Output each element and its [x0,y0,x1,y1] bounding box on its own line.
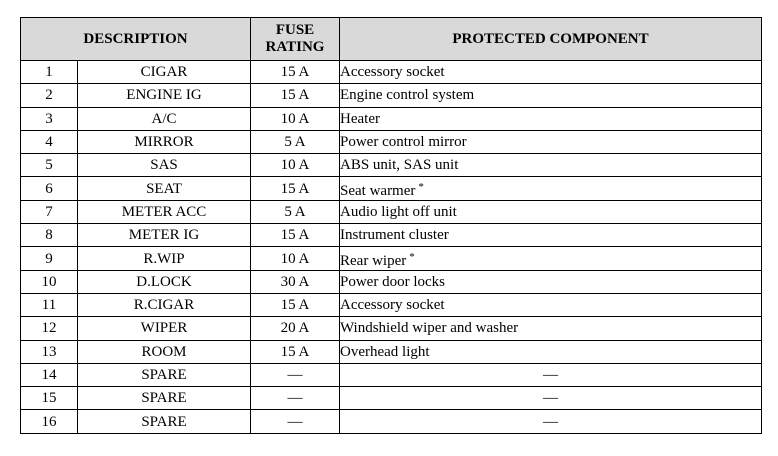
protected-component-cell [340,270,762,293]
table-row [21,130,762,153]
fuse-number-cell [21,293,78,316]
table-row [21,224,762,247]
protected-component-cell-text: Engine control system [340,87,475,104]
protected-component-cell-text: Accessory socket [340,297,445,314]
fuse-number-cell [21,270,78,293]
protected-component-cell-text: Seat warmer [340,182,416,199]
fuse-number-cell-text: 15 [41,390,57,407]
fuse-description-cell-text: ROOM [141,343,187,360]
fuse-rating-cell [251,61,340,84]
fuse-number-cell-text: 8 [45,227,53,244]
fuse-number-cell-text: 11 [41,297,57,314]
fuse-table-body [21,61,762,434]
fuse-description-cell [78,317,251,340]
fuse-number-cell-text: 10 [41,273,57,290]
fuse-number-cell [21,107,78,130]
fuse-number-cell-text: 9 [45,250,53,267]
fuse-description-cell [78,130,251,153]
protected-component-cell [340,247,762,270]
protected-component-cell [340,61,762,84]
fuse-description-cell [78,200,251,223]
fuse-rating-cell-text: 5 A [284,134,306,151]
fuse-number-cell [21,154,78,177]
protected-component-cell-text: Windshield wiper and washer [340,320,519,337]
fuse-description-cell-text: METER IG [128,227,200,244]
fuse-description-cell [78,340,251,363]
protected-component-cell-text: Audio light off unit [340,203,457,220]
table-row [21,247,762,270]
protected-component-cell [340,363,762,386]
fuse-rating-cell-text: 15 A [280,87,310,104]
protected-component-cell-text: Instrument cluster [340,227,449,244]
fuse-rating-cell-text: 5 A [284,203,306,220]
fuse-number-cell-text: 12 [41,320,57,337]
fuse-number-cell [21,247,78,270]
fuse-description-cell [78,387,251,410]
fuse-rating-cell-text: 10 A [280,110,310,127]
fuse-rating-cell [251,293,340,316]
fuse-rating-cell [251,130,340,153]
protected-component-cell-text: — [543,367,558,383]
fuse-rating-cell-text: — [287,390,303,407]
protected-component-cell-text: Power control mirror [340,134,467,151]
fuse-description-cell-text: SPARE [141,413,187,430]
protected-component-cell [340,387,762,410]
fuse-number-cell-text: 6 [45,180,53,197]
fuse-description-cell-text: R.CIGAR [133,297,195,314]
fuse-number-cell-text: 5 [45,157,53,174]
fuse-number-cell [21,200,78,223]
header-row [21,18,762,61]
protected-component-cell-text: Rear wiper [340,252,407,269]
fuse-description-cell [78,154,251,177]
fuse-description-cell-text: CIGAR [140,64,188,81]
fuse-rating-cell [251,340,340,363]
fuse-number-cell [21,177,78,200]
fuse-description-cell [78,363,251,386]
protected-component-cell-text: Power door locks [340,273,445,290]
protected-component-cell [340,410,762,433]
footnote-marker: * [409,250,415,263]
fuse-number-cell [21,363,78,386]
fuse-rating-cell [251,247,340,270]
table-row [21,107,762,130]
table-row [21,317,762,340]
fuse-rating-cell-text: 10 A [280,157,310,174]
fuse-rating-cell [251,270,340,293]
fuse-number-cell [21,84,78,107]
fuse-number-cell [21,317,78,340]
fuse-number-cell-text: 14 [41,367,57,383]
table-row [21,177,762,200]
fuse-rating-cell [251,84,340,107]
fuse-rating-cell [251,363,340,386]
protected-component-cell [340,154,762,177]
fuse-description-cell-text: A/C [151,110,177,127]
fuse-rating-cell-text: — [287,413,303,430]
fuse-rating-cell [251,224,340,247]
table-row [21,387,762,410]
protected-component-cell-text: Accessory socket [340,64,445,81]
protected-component-cell [340,130,762,153]
fuse-rating-cell-text: 15 A [280,180,310,197]
protected-component-cell [340,224,762,247]
fuse-number-cell-text: 3 [45,110,53,127]
table-row [21,410,762,433]
protected-component-cell [340,293,762,316]
fuse-number-cell [21,61,78,84]
fuse-rating-cell [251,154,340,177]
fuse-table [20,17,762,434]
fuse-rating-cell [251,317,340,340]
fuse-table-header [21,18,762,61]
table-row [21,293,762,316]
table-row [21,340,762,363]
fuse-description-cell [78,61,251,84]
fuse-description-cell [78,177,251,200]
fuse-number-cell-text: 16 [41,413,57,430]
fuse-description-cell-text: SPARE [141,367,187,383]
fuse-description-cell [78,247,251,270]
protected-component-cell [340,317,762,340]
fuse-rating-cell [251,200,340,223]
fuse-description-cell-text: SEAT [146,180,182,197]
fuse-description-cell [78,84,251,107]
fuse-description-cell [78,293,251,316]
fuse-rating-cell-text: 15 A [280,227,310,244]
table-row [21,84,762,107]
fuse-number-cell [21,410,78,433]
protected-component-cell-text: ABS unit, SAS unit [340,157,459,174]
fuse-number-cell [21,130,78,153]
fuse-description-cell-text: WIPER [140,320,188,337]
fuse-rating-cell-text: 15 A [280,343,310,360]
fuse-rating-cell-text: 15 A [280,297,310,314]
fuse-number-cell [21,224,78,247]
fuse-description-cell-text: D.LOCK [136,273,192,290]
fuse-number-cell [21,387,78,410]
protected-component-cell [340,107,762,130]
fuse-number-cell-text: 1 [45,64,53,81]
fuse-description-cell [78,270,251,293]
fuse-rating-cell [251,387,340,410]
table-row [21,270,762,293]
fuse-description-cell-text: ENGINE IG [126,87,202,104]
fuse-rating-cell-text: 15 A [280,64,310,81]
table-row [21,154,762,177]
header-protected-component: PROTECTED COMPONENT [340,18,762,61]
fuse-description-cell-text: R.WIP [143,250,185,267]
fuse-rating-cell [251,177,340,200]
table-row [21,363,762,386]
table-row [21,200,762,223]
fuse-number-cell-text: 13 [41,343,57,360]
fuse-description-cell-text: METER ACC [121,203,207,220]
protected-component-cell-text: — [543,390,558,407]
footnote-marker: * [418,180,424,193]
fuse-description-cell-text: MIRROR [134,134,194,151]
header-rating-line2: RATING [265,39,325,55]
fuse-number-cell-text: 7 [45,203,53,220]
protected-component-cell [340,200,762,223]
protected-component-cell-text: — [543,413,558,430]
protected-component-cell [340,84,762,107]
table-row [21,61,762,84]
fuse-description-cell [78,107,251,130]
fuse-rating-cell-text: 20 A [280,320,310,337]
header-fuse-rating [251,18,340,61]
protected-component-cell [340,340,762,363]
fuse-description-cell-text: SPARE [141,390,187,407]
fuse-description-cell [78,224,251,247]
fuse-rating-cell-text: — [287,367,303,383]
protected-component-cell-text: Heater [340,110,380,127]
fuse-number-cell-text: 4 [45,134,53,151]
fuse-rating-cell [251,107,340,130]
protected-component-cell [340,177,762,200]
fuse-number-cell [21,340,78,363]
fuse-rating-cell-text: 10 A [280,250,310,267]
fuse-rating-cell-text: 30 A [280,273,310,290]
header-description: DESCRIPTION [21,18,251,61]
fuse-description-cell-text: SAS [150,157,178,174]
fuse-number-cell-text: 2 [45,87,53,104]
fuse-description-cell [78,410,251,433]
header-rating-line1: FUSE [275,22,315,38]
protected-component-cell-text: Overhead light [340,343,430,360]
fuse-rating-cell [251,410,340,433]
